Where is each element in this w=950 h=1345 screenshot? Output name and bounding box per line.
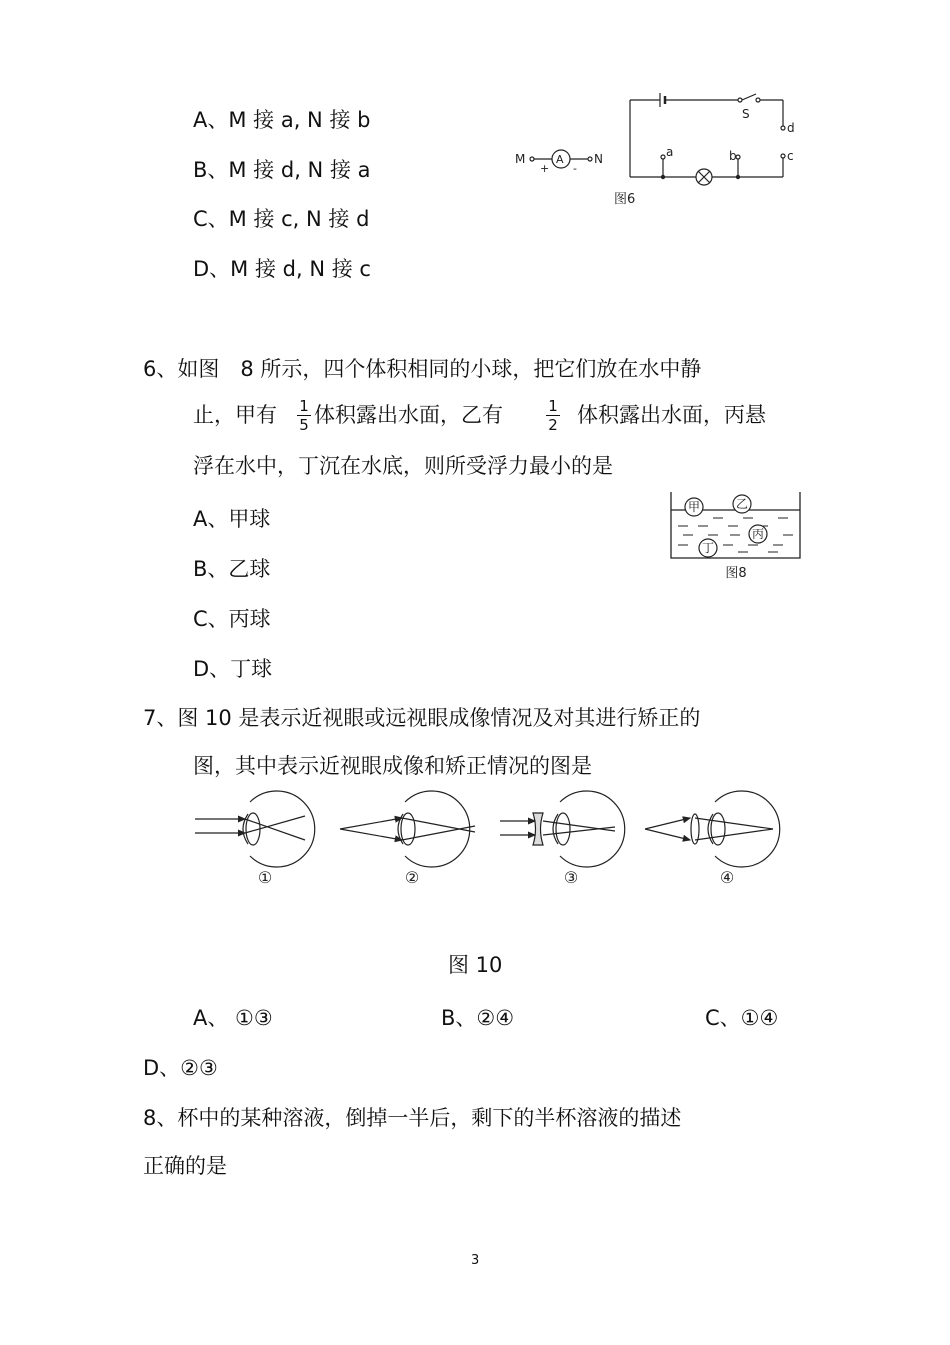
q6-option-b: B、乙球 <box>193 557 271 581</box>
q6-line-3: 浮在水中，丁沉在水底，则所受浮力最小的是 <box>193 454 613 478</box>
fraction-denominator: 2 <box>548 416 558 434</box>
fraction-denominator: 5 <box>299 416 309 434</box>
ammeter-symbol: A <box>556 153 564 166</box>
ball-bing-label: 丙 <box>751 527 765 541</box>
q6-option-d: D、丁球 <box>193 657 273 681</box>
terminal-a-label: a <box>666 145 674 159</box>
ammeter-plus: + <box>540 162 550 175</box>
ball-jia-label: 甲 <box>687 500 701 514</box>
q7-option-b: B、②④ <box>441 1006 515 1030</box>
eye-diagram-4 <box>645 791 780 867</box>
ball-yi-label: 乙 <box>735 497 749 511</box>
fraction-one-half <box>546 398 560 433</box>
figure-6-caption: 图6 <box>614 192 636 207</box>
q6-line-2-part-b: 体积露出水面，乙有 <box>314 403 503 427</box>
eye-diagram-3 <box>500 791 625 867</box>
eye-diagram-1 <box>195 791 315 867</box>
q8-line-1: 8、杯中的某种溶液，倒掉一半后，剩下的半杯溶液的描述 <box>143 1106 682 1130</box>
q8-line-2: 正确的是 <box>143 1154 227 1178</box>
q6-option-c: C、丙球 <box>193 607 271 631</box>
eye-diagram-2 <box>340 791 475 867</box>
figure-8-caption: 图8 <box>725 566 747 581</box>
switch-label: S <box>742 107 750 121</box>
eye-label-2: ② <box>404 868 420 887</box>
eye-diagrams-figure-10 <box>190 788 790 888</box>
q6-line-1: 6、如图 8 所示，四个体积相同的小球，把它们放在水中静 <box>143 357 702 381</box>
ammeter-n-label: N <box>594 152 603 166</box>
water-container-figure-8 <box>668 490 808 585</box>
q7-line-2: 图，其中表示近视眼成像和矫正情况的图是 <box>193 754 592 778</box>
fraction-numerator: 1 <box>548 397 558 415</box>
q5-option-d: D、M 接 d, N 接 c <box>193 257 371 281</box>
terminal-d-label: d <box>787 121 795 135</box>
eye-label-4: ④ <box>719 868 735 887</box>
circuit-diagram-figure-6 <box>510 90 810 210</box>
ammeter-m-label: M <box>515 152 526 166</box>
terminal-b-label: b <box>729 149 737 163</box>
q5-option-b: B、M 接 d, N 接 a <box>193 158 371 182</box>
q7-line-1: 7、图 10 是表示近视眼或远视眼成像情况及对其进行矫正的 <box>143 706 701 730</box>
ball-ding-label: 丁 <box>701 541 715 555</box>
terminal-c-label: c <box>787 149 794 163</box>
eye-label-3: ③ <box>563 868 579 887</box>
q5-option-c: C、M 接 c, N 接 d <box>193 207 370 231</box>
fraction-one-fifth <box>297 398 311 433</box>
ammeter-minus: - <box>573 162 577 175</box>
q7-option-c: C、①④ <box>705 1006 779 1030</box>
figure-10-caption: 图 10 <box>448 953 503 977</box>
q5-option-a: A、M 接 a, N 接 b <box>193 108 371 132</box>
fraction-numerator: 1 <box>299 397 309 415</box>
page-number: 3 <box>471 1253 480 1268</box>
q7-option-a: A、 ①③ <box>193 1006 273 1030</box>
q7-option-d: D、②③ <box>143 1056 218 1080</box>
eye-label-1: ① <box>257 868 273 887</box>
q6-line-2-part-a: 止，甲有 <box>193 403 277 427</box>
q6-option-a: A、甲球 <box>193 507 271 531</box>
q6-line-2-part-c: 体积露出水面，丙悬 <box>577 403 766 427</box>
